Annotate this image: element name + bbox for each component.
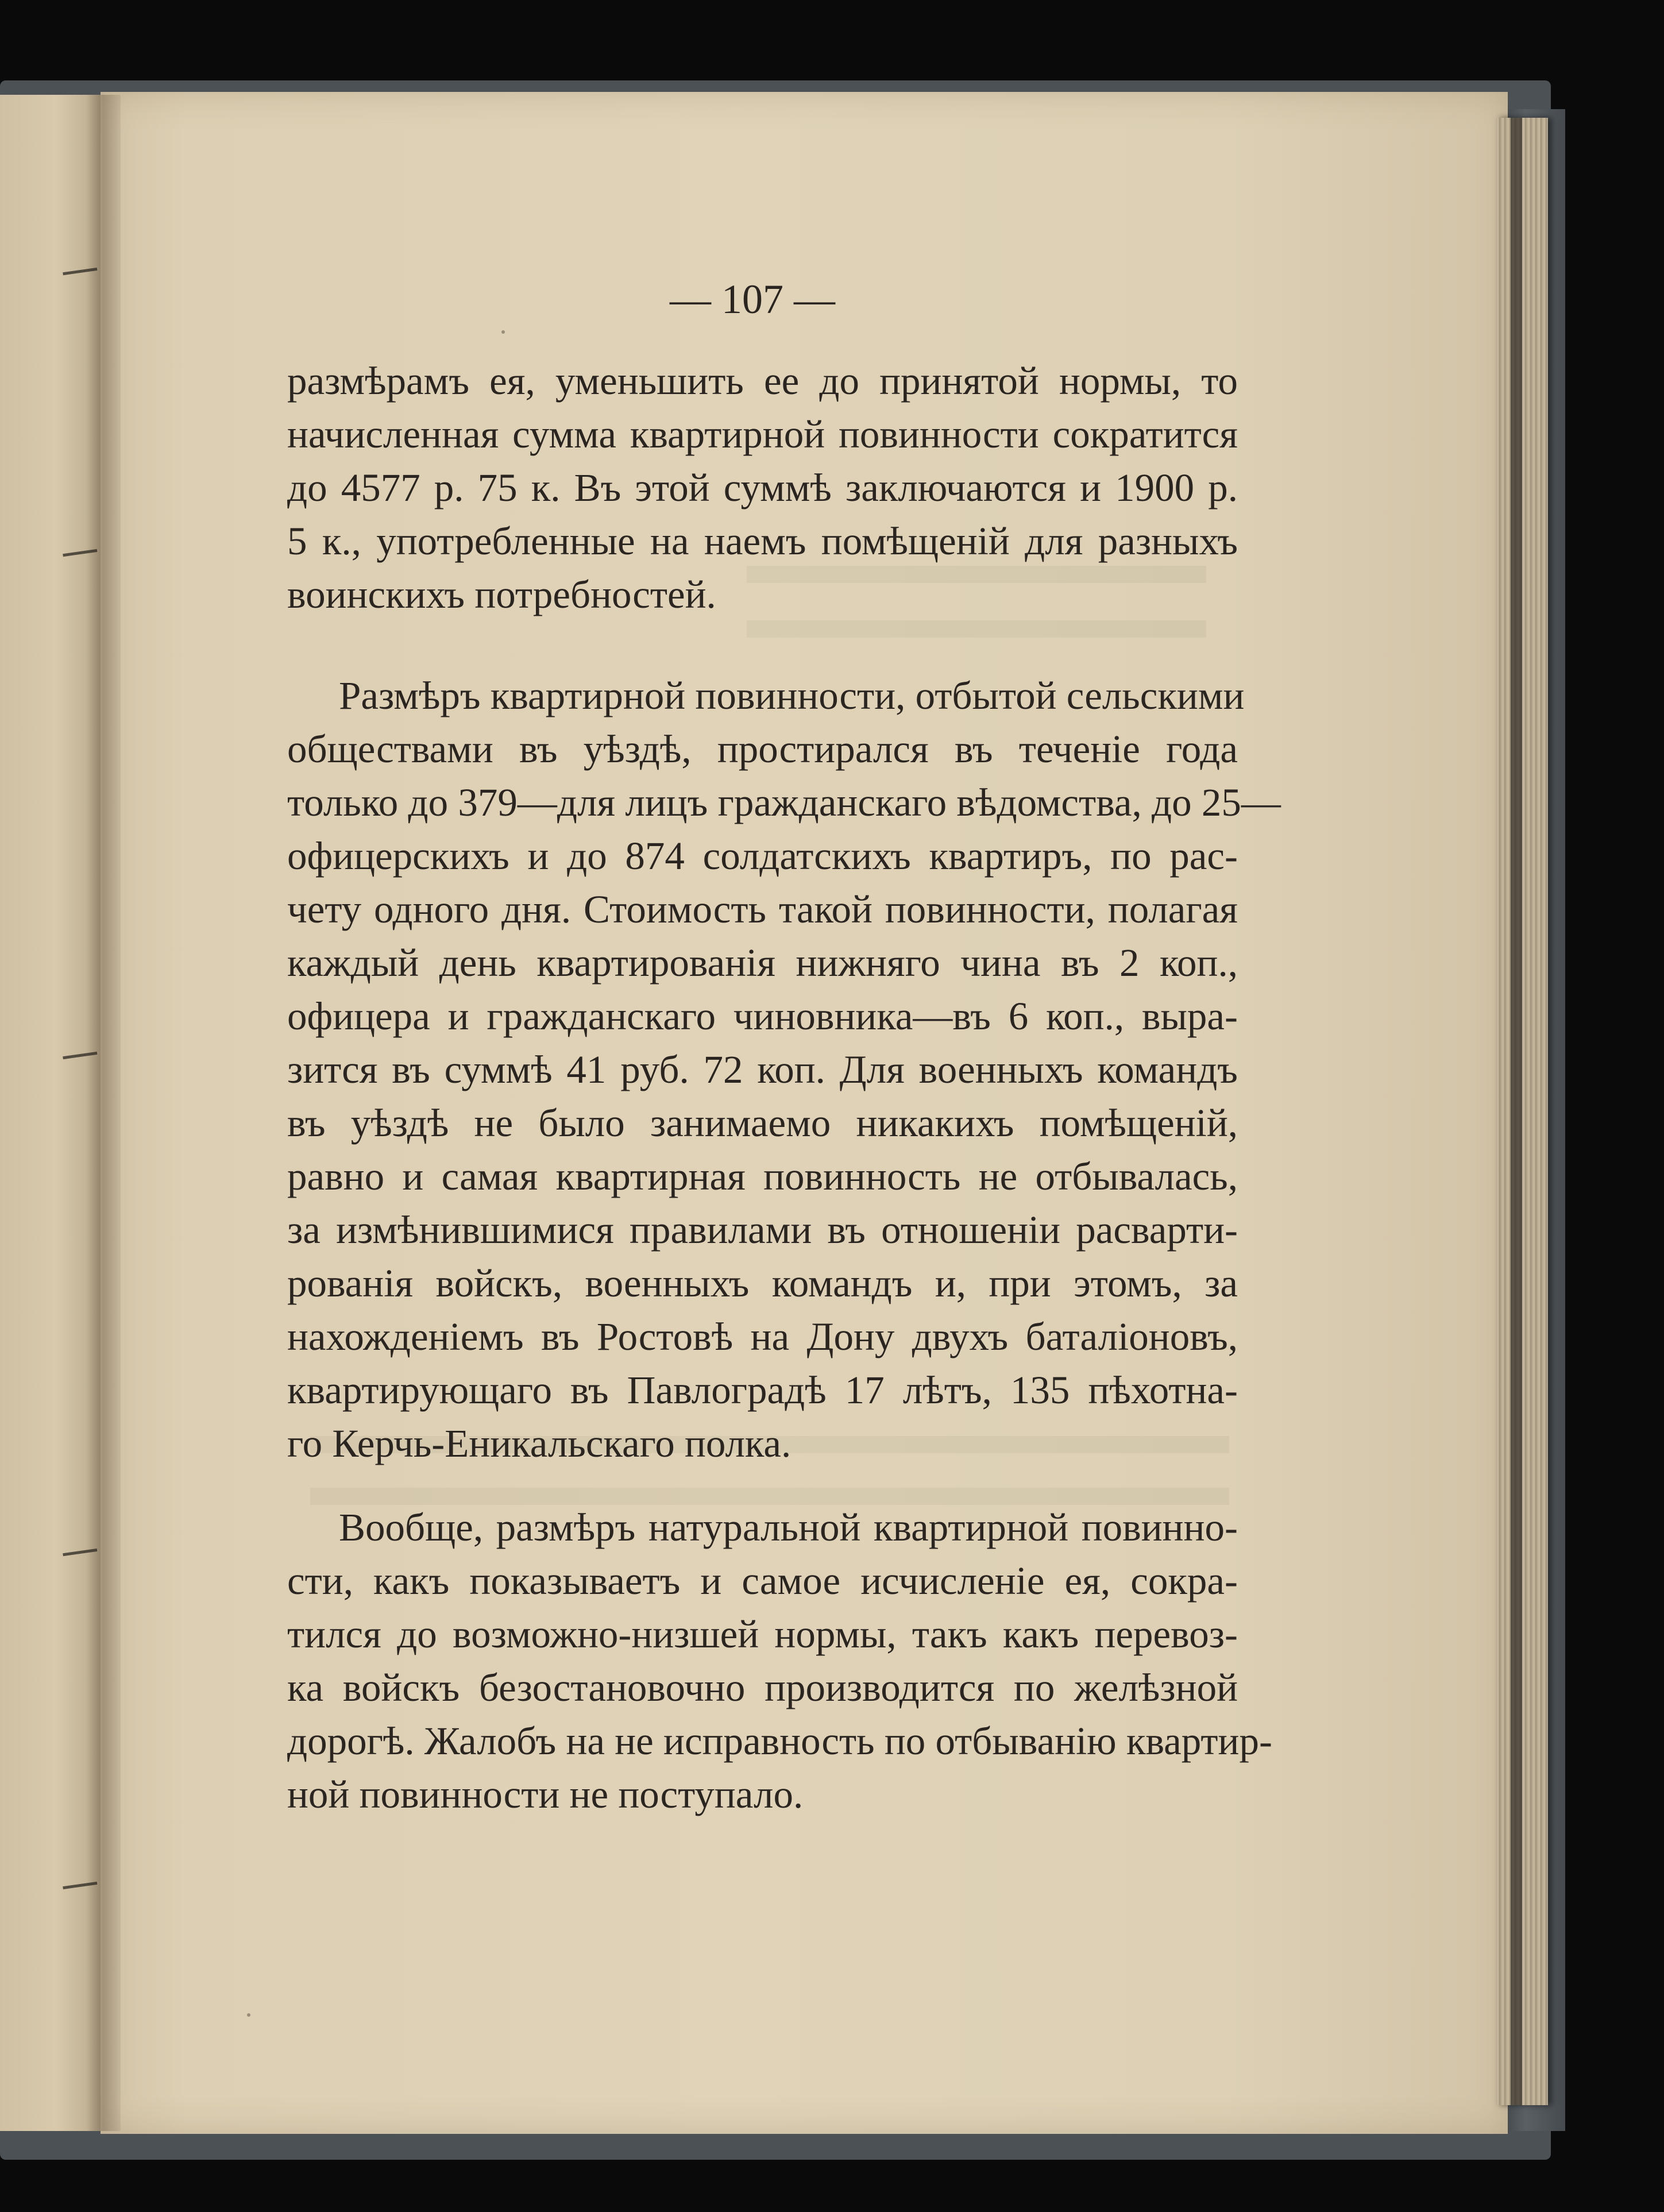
text-line: за измѣнившимися правилами въ отношенiи расварти- xyxy=(287,1208,1238,1252)
text-line: сти, какъ показываетъ и самое исчисленiе ея, сокра- xyxy=(287,1559,1238,1603)
page-edges xyxy=(1496,118,1548,2105)
show-through xyxy=(747,620,1206,638)
text-line: ной повинности не поступало. xyxy=(287,1773,804,1816)
text-line: размѣрамъ ея, уменьшить ее до принятой нормы, то xyxy=(287,359,1238,403)
text-line: нахожденiемъ въ Ростовѣ на Дону двухъ баталiоновъ, xyxy=(287,1315,1238,1358)
page-number: — 107 — xyxy=(670,276,835,322)
text-line: обществами въ уѣздѣ, простирался въ теченiе года xyxy=(287,727,1238,771)
text-line: каждый день квартированiя нижняго чина въ 2 коп., xyxy=(287,941,1238,985)
text-line: воинскихъ потребностей. xyxy=(287,573,716,616)
text-line: начисленная сумма квартирной повинности сократится xyxy=(287,412,1238,456)
text-line: офицера и гражданскаго чиновника—въ 6 коп., выра- xyxy=(287,994,1238,1038)
text-line: 5 к., употребленные на наемъ помѣщенiй для разныхъ xyxy=(287,519,1238,563)
text-line: зится въ суммѣ 41 руб. 72 коп. Для военныхъ командъ xyxy=(287,1048,1238,1091)
paragraph xyxy=(287,669,1281,1470)
text-line: равно и самая квартирная повинность не отбывалась, xyxy=(287,1155,1238,1198)
page-edge-shadow xyxy=(1511,118,1522,2105)
speck xyxy=(247,2013,250,2017)
text-line: ка войскъ безостановочно производится по желѣзной xyxy=(287,1666,1238,1709)
text-line: Размѣръ квартирной повинности, отбытой сельскими xyxy=(339,674,1245,717)
text-line: дорогѣ. Жалобъ на не исправность по отбыванiю квартир- xyxy=(287,1719,1272,1763)
speck xyxy=(501,330,505,334)
text-line: до 4577 р. 75 к. Въ этой суммѣ заключаются и 1900 р. xyxy=(287,466,1238,509)
text-line: го Керчь-Еникальскаго полка. xyxy=(287,1422,792,1465)
text-line: тился до возможно-низшей нормы, такъ какъ перевоз- xyxy=(287,1612,1238,1656)
paragraph xyxy=(287,1501,1272,1821)
text-line: офицерскихъ и до 874 солдатскихъ квартиръ, по рас- xyxy=(287,834,1238,878)
gutter-shadow xyxy=(86,95,121,2131)
text-line: Вообще, размѣръ натуральной квартирной повинно- xyxy=(339,1505,1238,1549)
paragraph xyxy=(287,354,1238,621)
text-line: въ уѣздѣ не было занимаемо никакихъ помѣщенiй, xyxy=(287,1101,1238,1145)
text-line: рованiя войскъ, военныхъ командъ и, при этомъ, за xyxy=(287,1261,1238,1305)
text-line: только до 379—для лицъ гражданскаго вѣдомства, до 25— xyxy=(287,781,1281,824)
text-line: квартирующаго въ Павлоградѣ 17 лѣтъ, 135 пѣхотна- xyxy=(287,1368,1238,1412)
text-line: чету одного дня. Стоимость такой повинности, полагая xyxy=(287,887,1238,931)
